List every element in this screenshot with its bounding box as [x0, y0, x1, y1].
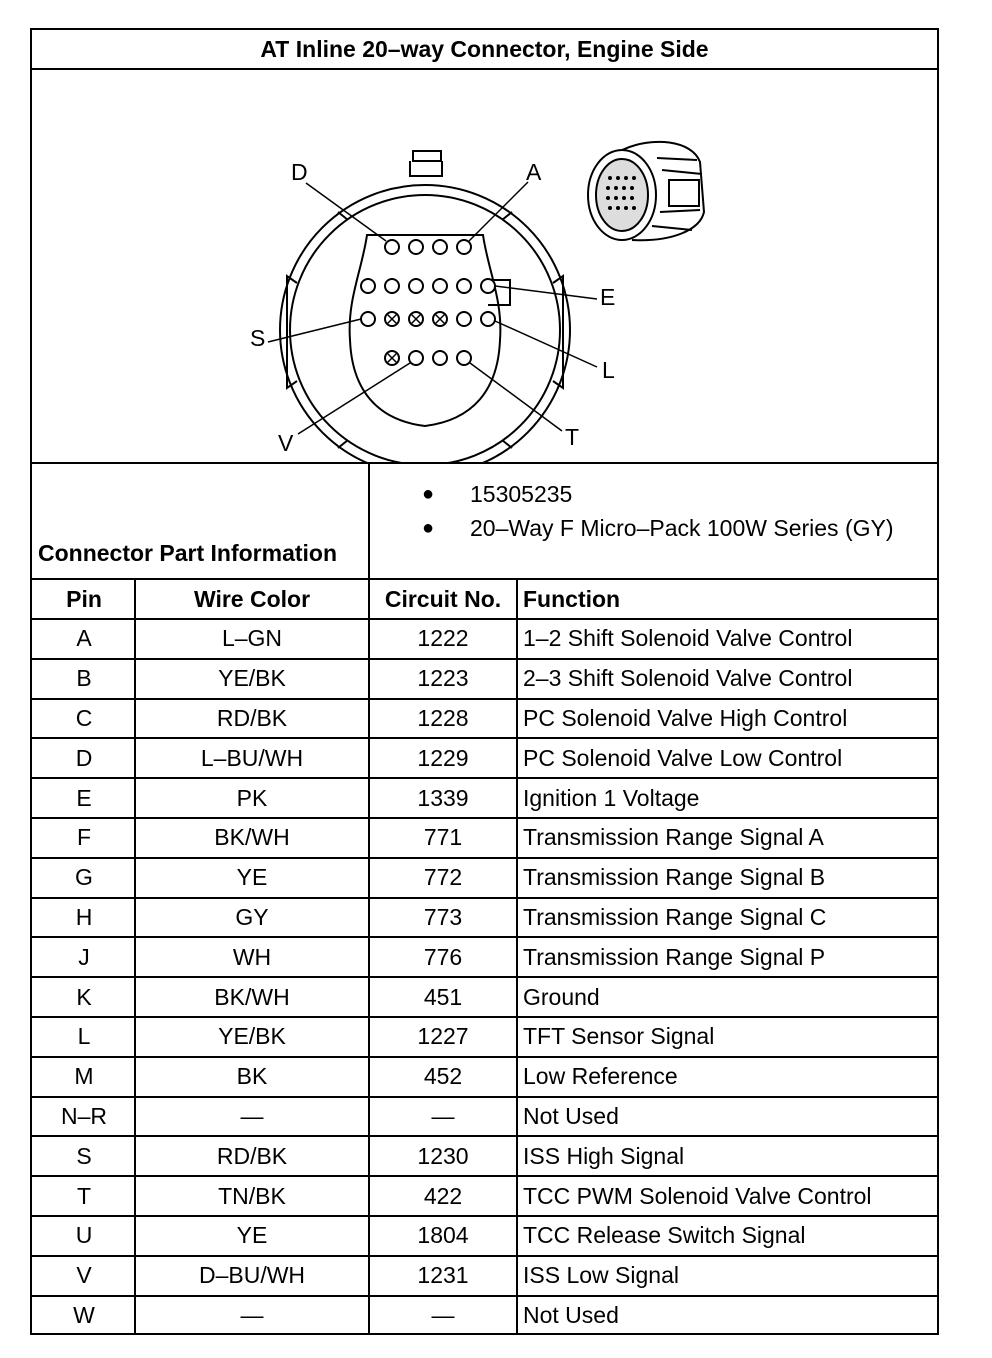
- table-cell-pin: W: [73, 1301, 95, 1328]
- table-cell-pin: T: [76, 1182, 92, 1209]
- table-cell-function: 1–2 Shift Solenoid Valve Control: [523, 625, 853, 652]
- table-cell-function: TCC Release Switch Signal: [523, 1222, 806, 1249]
- table-cell-function: Transmission Range Signal P: [523, 943, 826, 970]
- table-cell-circuit-no: 1223: [417, 665, 469, 692]
- table-cell-function: PC Solenoid Valve Low Control: [523, 744, 843, 771]
- table-cell-pin: J: [78, 943, 90, 970]
- table-cell-circuit-no: 1231: [417, 1262, 469, 1289]
- table-cell-wire-color: L–BU/WH: [200, 744, 304, 771]
- table-cell-function: Not Used: [523, 1301, 619, 1328]
- pin-a: [457, 240, 471, 254]
- table-cell-wire-color: GY: [235, 903, 269, 930]
- table-cell-pin: M: [74, 1063, 94, 1090]
- table-cell-wire-color: TN/BK: [218, 1182, 286, 1209]
- connector-diagram: [32, 70, 937, 463]
- bullet-icon: ●: [422, 482, 435, 505]
- pin-label-v: V: [278, 430, 294, 456]
- table-cell-circuit-no: 1228: [417, 704, 469, 731]
- column-header-circuit-no: Circuit No.: [384, 585, 502, 612]
- connector-photo: [588, 142, 704, 240]
- pin-label-s: S: [250, 325, 266, 351]
- table-cell-function: Ground: [523, 983, 600, 1010]
- table-cell-function: Low Reference: [523, 1063, 678, 1090]
- table-cell-pin: N–R: [60, 1102, 107, 1129]
- column-header-function: Function: [523, 585, 621, 612]
- table-cell-function: Ignition 1 Voltage: [523, 784, 700, 811]
- column-divider: [368, 578, 370, 1333]
- pin-label-a: A: [526, 159, 542, 185]
- table-cell-circuit-no: 1339: [417, 784, 469, 811]
- connector-part-info-list: [422, 477, 894, 545]
- pin-e: [481, 279, 495, 293]
- connector-sheet: [30, 28, 939, 1335]
- part-number: 15305235: [470, 480, 573, 507]
- table-cell-circuit-no: 1804: [417, 1222, 469, 1249]
- table-cell-wire-color: YE: [236, 1222, 268, 1249]
- divider: [32, 462, 937, 464]
- table-cell-function: Not Used: [523, 1102, 619, 1129]
- table-cell-function: ISS Low Signal: [523, 1262, 679, 1289]
- pin-label-t: T: [565, 424, 580, 450]
- table-cell-wire-color: YE: [236, 864, 268, 891]
- table-cell-circuit-no: 452: [423, 1063, 463, 1090]
- pin-d: [385, 240, 399, 254]
- table-cell-function: Transmission Range Signal A: [523, 824, 824, 851]
- column-divider: [134, 580, 136, 1333]
- table-cell-wire-color: BK/WH: [214, 824, 290, 851]
- table-cell-wire-color: BK: [236, 1063, 268, 1090]
- table-cell-pin: V: [76, 1262, 92, 1289]
- pin-label-l: L: [602, 357, 615, 383]
- divider: [368, 462, 370, 578]
- table-cell-circuit-no: 451: [423, 983, 463, 1010]
- table-cell-function: Transmission Range Signal B: [523, 864, 826, 891]
- table-cell-wire-color: RD/BK: [216, 704, 288, 731]
- table-cell-circuit-no: 1222: [417, 625, 469, 652]
- table-cell-wire-color: PK: [236, 784, 268, 811]
- table-cell-function: PC Solenoid Valve High Control: [523, 704, 848, 731]
- page-title: AT Inline 20–way Connector, Engine Side: [260, 35, 709, 62]
- table-cell-circuit-no: 773: [423, 903, 463, 930]
- table-cell-wire-color: —: [240, 1102, 264, 1129]
- table-cell-function: TFT Sensor Signal: [523, 1023, 715, 1050]
- table-cell-pin: L: [77, 1023, 91, 1050]
- table-cell-wire-color: YE/BK: [218, 1023, 286, 1050]
- table-cell-pin: S: [76, 1142, 92, 1169]
- table-cell-function: 2–3 Shift Solenoid Valve Control: [523, 665, 853, 692]
- column-header-pin: Pin: [66, 585, 102, 612]
- table-cell-pin: G: [75, 864, 93, 891]
- table-cell-pin: B: [76, 665, 92, 692]
- pin-v: [409, 351, 423, 365]
- table-cell-circuit-no: 1230: [417, 1142, 469, 1169]
- table-cell-pin: H: [75, 903, 93, 930]
- table-cell-function: ISS High Signal: [523, 1142, 685, 1169]
- table-cell-wire-color: YE/BK: [218, 665, 286, 692]
- table-cell-pin: C: [75, 704, 93, 731]
- table-cell-pin: F: [76, 824, 92, 851]
- table-cell-wire-color: L–GN: [221, 625, 283, 652]
- list-item: [422, 477, 894, 511]
- table-cell-wire-color: RD/BK: [216, 1142, 288, 1169]
- table-cell-function: TCC PWM Solenoid Valve Control: [523, 1182, 872, 1209]
- pin-label-e: E: [600, 284, 616, 310]
- table-cell-circuit-no: 1227: [417, 1023, 469, 1050]
- table-cell-circuit-no: 1229: [417, 744, 469, 771]
- list-item: [422, 511, 894, 545]
- pin-label-d: D: [291, 159, 308, 185]
- pin-l: [481, 312, 495, 326]
- table-cell-circuit-no: 422: [423, 1182, 463, 1209]
- part-description: 20–Way F Micro–Pack 100W Series (GY): [470, 514, 894, 541]
- connector-part-info-label: Connector Part Information: [38, 540, 338, 566]
- table-cell-pin: D: [75, 744, 93, 771]
- table-cell-function: Transmission Range Signal C: [523, 903, 827, 930]
- table-cell-pin: E: [76, 784, 92, 811]
- table-cell-wire-color: WH: [232, 943, 272, 970]
- table-cell-circuit-no: —: [431, 1301, 455, 1328]
- table-cell-wire-color: —: [240, 1301, 264, 1328]
- column-header-wire-color: Wire Color: [193, 585, 311, 612]
- pin-s: [361, 312, 375, 326]
- table-cell-circuit-no: 772: [423, 864, 463, 891]
- table-cell-wire-color: BK/WH: [214, 983, 290, 1010]
- table-cell-circuit-no: 771: [423, 824, 463, 851]
- table-cell-pin: A: [76, 625, 92, 652]
- pin-t: [457, 351, 471, 365]
- table-cell-pin: U: [75, 1222, 93, 1249]
- column-divider: [516, 580, 518, 1333]
- table-cell-circuit-no: 776: [423, 943, 463, 970]
- table-cell-pin: K: [76, 983, 92, 1010]
- bullet-icon: ●: [422, 516, 435, 539]
- table-cell-wire-color: D–BU/WH: [198, 1262, 306, 1289]
- table-cell-circuit-no: —: [431, 1102, 455, 1129]
